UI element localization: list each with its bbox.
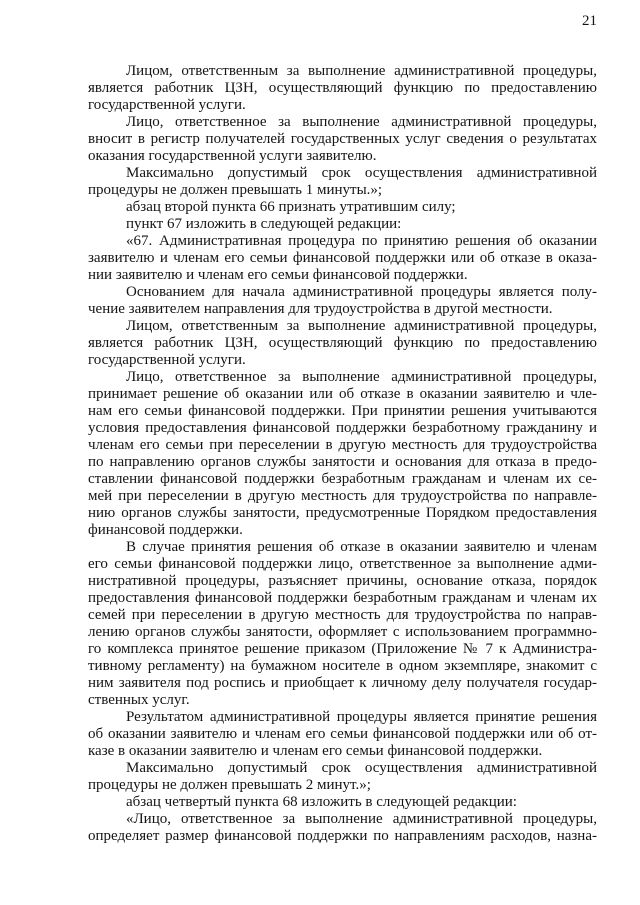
text-line: вносит в регистр получателей государственных услуг сведения о результатах	[88, 131, 597, 147]
paragraph	[88, 233, 597, 284]
paragraph	[88, 760, 597, 794]
text-line: ставлении финансовой поддержки безработным гражданам и членам их се-	[88, 471, 597, 487]
text-line: заявителю и членам его семьи финансовой поддержки или об отказе в оказа-	[88, 250, 597, 266]
text-line: Лицом, ответственным за выполнение административной процедуры,	[126, 63, 597, 79]
text-line: абзац четвертый пункта 68 изложить в следующей редакции:	[126, 794, 517, 810]
text-line: процедуры не должен превышать 1 минуты.»;	[88, 182, 383, 198]
text-line: об оказании заявителю и членам его семьи финансовой поддержки или об от-	[88, 726, 597, 742]
text-line: Лицом, ответственным за выполнение административной процедуры,	[126, 318, 597, 334]
paragraph	[88, 318, 597, 369]
text-line: Результатом административной процедуры является принятие решения	[126, 709, 597, 725]
paragraph	[88, 539, 597, 709]
text-line: абзац второй пункта 66 признать утратившим силу;	[126, 199, 456, 215]
text-line: лению органов службы занятости, оформляет с использованием программно-	[88, 624, 597, 640]
text-line: предоставления финансовой поддержки безработным гражданам и членам их	[88, 590, 597, 606]
paragraph	[88, 284, 597, 318]
text-line: членам его семьи при переселении в другую местность для трудоустройства	[88, 437, 597, 453]
paragraph	[88, 114, 597, 165]
text-line: «67. Административная процедура по принятию решения об оказании	[126, 233, 597, 249]
text-line: мей при переселении в другую местность для трудоустройства по направле-	[88, 488, 597, 504]
paragraph	[88, 165, 597, 199]
text-line: го комплекса принятое решение приказом (Приложение № 7 к Администра-	[88, 641, 597, 657]
text-line: семей при переселении в другую местность для трудоустройства по направ-	[88, 607, 597, 623]
text-line: Основанием для начала административной процедуры является полу-	[126, 284, 597, 300]
paragraph	[88, 811, 597, 845]
text-line: чение заявителем направления для трудоустройства в другой местности.	[88, 301, 553, 317]
text-line: Лицо, ответственное за выполнение административной процедуры,	[126, 114, 597, 130]
text-line: является работник ЦЗН, осуществляющий функцию по предоставлению	[88, 335, 597, 351]
text-line: процедуры не должен превышать 2 минут.»;	[88, 777, 371, 793]
paragraph	[88, 199, 597, 216]
text-line: нам его семьи финансовой поддержки. При принятии решения учитываются	[88, 403, 597, 419]
paragraph	[88, 794, 597, 811]
paragraph	[88, 369, 597, 539]
paragraph	[88, 216, 597, 233]
text-line: ственных услуг.	[88, 692, 190, 708]
text-line: ним заявителя под роспись и приобщает к личному делу получателя государ-	[88, 675, 597, 691]
text-line: тивному регламенту) на бумажном носителе в одном экземпляре, знакомит с	[88, 658, 597, 674]
text-line: государственной услуги.	[88, 97, 246, 113]
text-line: государственной услуги.	[88, 352, 246, 368]
text-line: Максимально допустимый срок осуществления административной	[126, 760, 597, 776]
text-line: «Лицо, ответственное за выполнение административной процедуры,	[126, 811, 597, 827]
text-line: оказания государственной услуги заявителю.	[88, 148, 377, 164]
paragraph	[88, 63, 597, 114]
text-line: определяет размер финансовой поддержки по направлениям расходов, назна-	[88, 828, 597, 844]
text-line: нию органов службы занятости, предусмотренные Порядком предоставления	[88, 505, 597, 521]
text-line: условия предоставления финансовой поддержки безработному гражданину и	[88, 420, 597, 436]
paragraph	[88, 709, 597, 760]
text-body	[88, 63, 597, 845]
page-number: 21	[582, 13, 597, 29]
text-line: финансовой поддержки.	[88, 522, 243, 538]
text-line: принимает решение об оказании или об отказе в оказании заявителю и чле-	[88, 386, 597, 402]
text-line: его семьи финансовой поддержки лицо, ответственное за выполнение адми-	[88, 556, 597, 572]
text-line: пункт 67 изложить в следующей редакции:	[126, 216, 402, 232]
text-line: нии заявителю и членам его семьи финансовой поддержки.	[88, 267, 468, 283]
text-line: является работник ЦЗН, осуществляющий функцию по предоставлению	[88, 80, 597, 96]
text-line: В случае принятия решения об отказе в оказании заявителю и членам	[126, 539, 597, 555]
text-line: по направлению органов службы занятости и основания для отказа в предо-	[88, 454, 597, 470]
text-line: Лицо, ответственное за выполнение административной процедуры,	[126, 369, 597, 385]
text-line: Максимально допустимый срок осуществления административной	[126, 165, 597, 181]
text-line: нистративной процедуры, разъясняет причины, основание отказа, порядок	[88, 573, 597, 589]
text-line: казе в оказании заявителю и членам его семьи финансовой поддержки.	[88, 743, 543, 759]
